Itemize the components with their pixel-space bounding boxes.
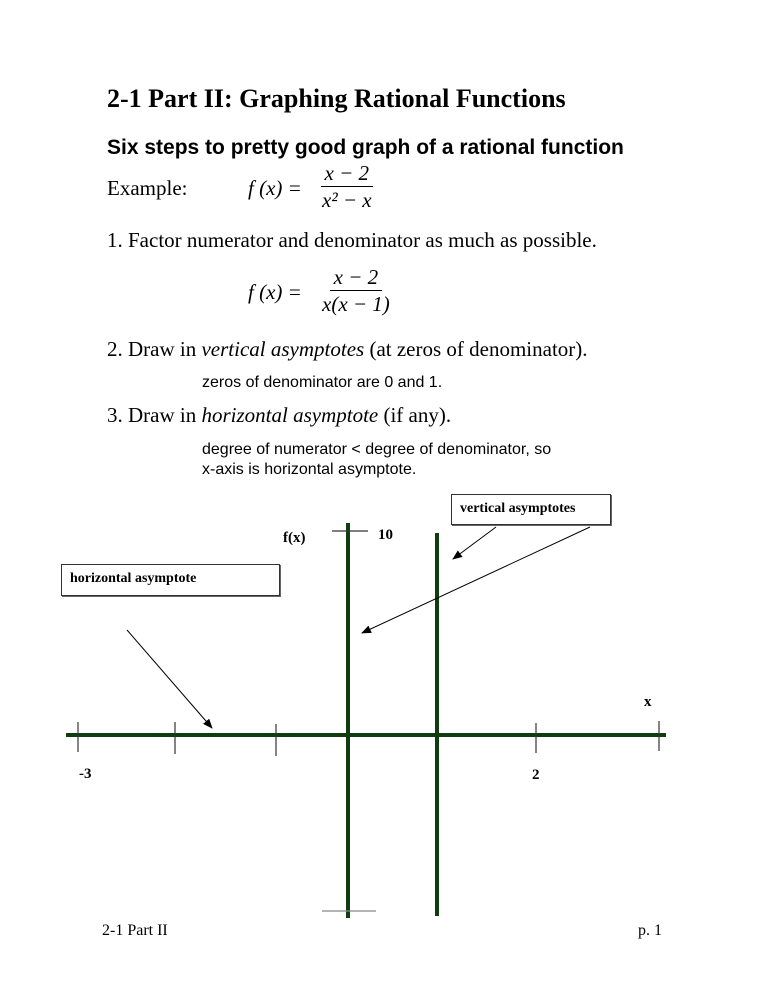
- vertical-asymptotes-callout: vertical asymptotes: [451, 494, 611, 525]
- y-tick-label: 10: [378, 527, 393, 543]
- denominator: x(x − 1): [322, 292, 390, 316]
- footer-left: 2-1 Part II: [102, 922, 168, 939]
- step-1-lhs: f (x) =: [248, 280, 302, 304]
- page-number: p. 1: [638, 922, 662, 939]
- x-ticks: [78, 721, 659, 756]
- numerator: x − 2: [330, 264, 383, 291]
- step-3-note-2: x-axis is horizontal asymptote.: [202, 461, 417, 478]
- step-1: 1. Factor numerator and denominator as much as possible.: [107, 228, 597, 252]
- subtitle: Six steps to pretty good graph of a rational function: [107, 136, 624, 159]
- example-lhs: f (x) =: [248, 176, 302, 200]
- arrow: [362, 527, 590, 633]
- x-min-label: -3: [79, 766, 92, 782]
- arrow: [127, 630, 212, 728]
- horizontal-asymptote-callout: horizontal asymptote: [61, 564, 280, 596]
- y-axis-label: f(x): [283, 530, 306, 546]
- x-axis-label: x: [644, 694, 652, 710]
- step-3-prefix: 3. Draw in: [107, 403, 202, 427]
- step-3-note-1: degree of numerator < degree of denominator, so: [202, 441, 552, 458]
- step-2-suffix: (at zeros of denominator).: [364, 337, 588, 361]
- step-2-prefix: 2. Draw in: [107, 337, 202, 361]
- denominator: x² − x: [322, 188, 372, 212]
- step-2-emphasis: vertical asymptotes: [201, 337, 365, 361]
- step-2-note: zeros of denominator are 0 and 1.: [202, 374, 443, 391]
- numerator: x − 2: [321, 160, 374, 187]
- x-tick-label: 2: [532, 767, 540, 783]
- arrow: [453, 527, 496, 559]
- step-3-emphasis: horizontal asymptote: [201, 403, 379, 427]
- example-label: Example:: [107, 176, 188, 200]
- step-3-suffix: (if any).: [378, 403, 452, 427]
- page-title: 2-1 Part II: Graphing Rational Functions: [107, 84, 566, 113]
